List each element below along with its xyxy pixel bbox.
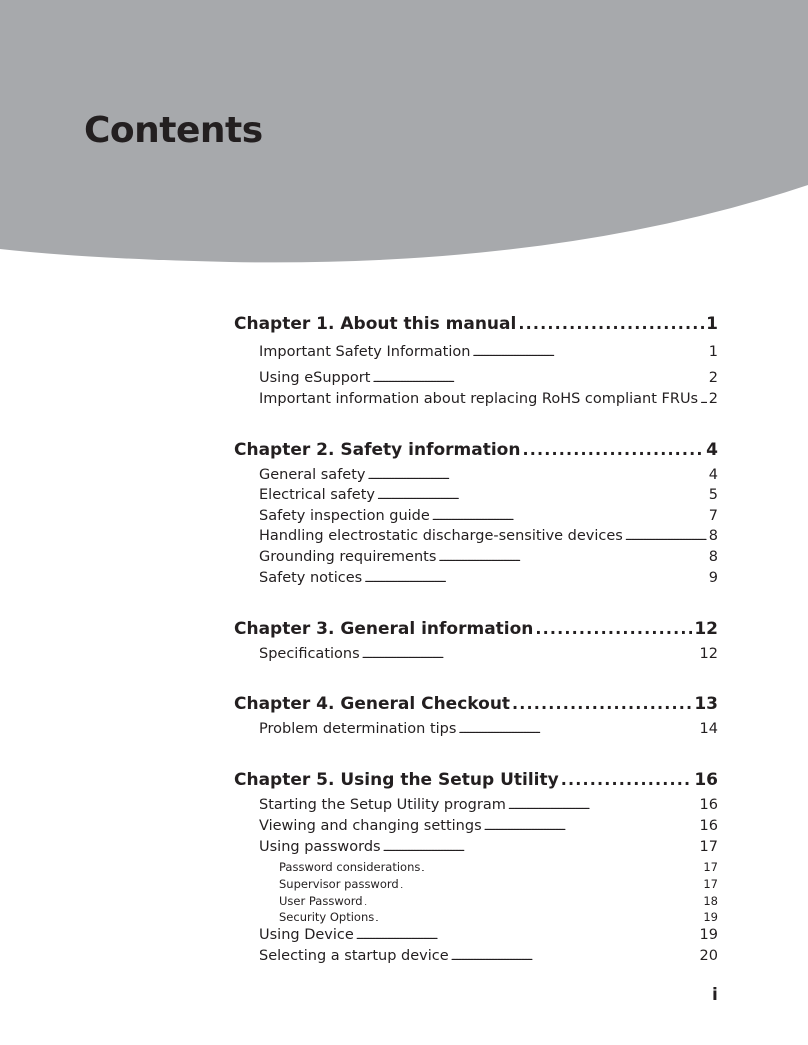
toc-leader-dots: [376, 915, 701, 923]
toc-entry-title: Safety inspection guide: [259, 508, 430, 524]
toc-entry-title: User Password: [279, 894, 363, 908]
toc-entry-page: 8: [708, 549, 718, 565]
toc-leader-dots: [518, 314, 704, 333]
toc-entry-page: 4: [708, 467, 718, 483]
toc-section-entry[interactable]: [259, 948, 718, 964]
toc-entry-title: Using eSupport: [259, 370, 371, 386]
toc-entry-title: Important Safety Information: [259, 344, 471, 360]
toc-entry-page: 1: [706, 314, 718, 334]
toc-section-entry[interactable]: [259, 344, 718, 360]
toc-leader-dots: [522, 440, 704, 459]
toc-entry-page: 18: [703, 894, 718, 908]
toc-chapter-entry[interactable]: [234, 619, 718, 639]
toc-section-entry[interactable]: [259, 721, 718, 737]
toc-entry-title: General safety: [259, 467, 366, 483]
toc-section-entry[interactable]: [259, 839, 718, 855]
toc-entry-page: 12: [699, 646, 718, 662]
toc-entry-page: 9: [708, 570, 718, 586]
toc-leader-dots: [508, 802, 698, 812]
toc-entry-title: Handling electrostatic discharge-sensitive devices: [259, 528, 623, 544]
toc-leader-dots: [422, 865, 701, 873]
toc-leader-dots: [625, 533, 707, 543]
toc-section-entry[interactable]: [259, 508, 718, 524]
toc-subsection-entry[interactable]: [279, 910, 718, 924]
toc-entry-title: Supervisor password: [279, 877, 399, 891]
toc-section-entry[interactable]: [259, 487, 718, 503]
toc-entry-title: Viewing and changing settings: [259, 818, 482, 834]
toc-entry-page: 16: [699, 797, 718, 813]
toc-entry-page: 20: [699, 948, 718, 964]
toc-section-entry[interactable]: [259, 818, 718, 834]
toc-subsection-entry[interactable]: [279, 894, 718, 908]
toc-subsection-entry[interactable]: [279, 860, 718, 874]
toc-section-entry[interactable]: [259, 391, 718, 407]
toc-entry-title: Chapter 1. About this manual: [234, 314, 517, 334]
toc-chapter-entry[interactable]: [234, 440, 718, 460]
toc-section-entry[interactable]: [259, 528, 718, 544]
page-number: i: [712, 985, 718, 1005]
toc-leader-dots: [365, 899, 702, 907]
toc-entry-title: Using passwords: [259, 839, 381, 855]
toc-entry-page: 19: [699, 927, 718, 943]
toc-chapter-entry[interactable]: [234, 314, 718, 334]
toc-entry-title: Starting the Setup Utility program: [259, 797, 506, 813]
toc-leader-dots: [700, 396, 707, 406]
toc-leader-dots: [401, 882, 702, 890]
toc-leader-dots: [472, 349, 706, 359]
toc-leader-dots: [362, 651, 698, 661]
toc-section-entry[interactable]: [259, 570, 718, 586]
toc-leader-dots: [432, 513, 707, 523]
toc-section-entry[interactable]: [259, 549, 718, 565]
toc-entry-page: 8: [708, 528, 718, 544]
toc-entry-page: 1: [708, 344, 718, 360]
toc-leader-dots: [512, 694, 692, 713]
toc-leader-dots: [372, 375, 706, 385]
toc-entry-title: Grounding requirements: [259, 549, 437, 565]
toc-entry-page: 2: [708, 370, 718, 386]
toc-entry-title: Using Device: [259, 927, 354, 943]
toc-chapter-entry[interactable]: [234, 694, 718, 714]
toc-entry-title: Problem determination tips: [259, 721, 457, 737]
toc-entry-title: Important information about replacing RoHS compliant FRUs: [259, 391, 699, 407]
toc-entry-page: 12: [694, 619, 718, 639]
toc-leader-dots: [458, 726, 697, 736]
toc-leader-dots: [367, 472, 706, 482]
toc-entry-page: 19: [703, 910, 718, 924]
toc-entry-page: 14: [699, 721, 718, 737]
toc-section-entry[interactable]: [259, 467, 718, 483]
toc-entry-page: 16: [699, 818, 718, 834]
toc-entry-title: Security Options: [279, 910, 375, 924]
toc-leader-dots: [484, 823, 698, 833]
toc-entry-title: Safety notices: [259, 570, 363, 586]
toc-entry-title: Chapter 5. Using the Setup Utility: [234, 770, 559, 790]
toc-leader-dots: [383, 844, 698, 854]
toc-entry-page: 17: [699, 839, 718, 855]
toc-entry-title: Chapter 3. General information: [234, 619, 534, 639]
toc-section-entry[interactable]: [259, 927, 718, 943]
toc-entry-page: 4: [706, 440, 718, 460]
toc-entry-page: 2: [708, 391, 718, 407]
toc-entry-page: 13: [694, 694, 718, 714]
toc-subsection-entry[interactable]: [279, 877, 718, 891]
toc-entry-title: Chapter 4. General Checkout: [234, 694, 511, 714]
toc-leader-dots: [535, 619, 692, 638]
toc-section-entry[interactable]: [259, 370, 718, 386]
toc-entry-page: 5: [708, 487, 718, 503]
toc-chapter-entry[interactable]: [234, 770, 718, 790]
toc-entry-title: Selecting a startup device: [259, 948, 449, 964]
toc-leader-dots: [364, 575, 707, 585]
toc-section-entry[interactable]: [259, 646, 718, 662]
toc-entry-title: Chapter 2. Safety information: [234, 440, 521, 460]
page-title: Contents: [84, 110, 263, 151]
toc-leader-dots: [561, 770, 693, 789]
toc-leader-dots: [377, 492, 707, 502]
toc-entry-title: Specifications: [259, 646, 360, 662]
toc-entry-page: 17: [703, 860, 718, 874]
toc-entry-title: Electrical safety: [259, 487, 375, 503]
toc-section-entry[interactable]: [259, 797, 718, 813]
toc-entry-page: 7: [708, 508, 718, 524]
toc-leader-dots: [451, 953, 698, 963]
toc-leader-dots: [438, 554, 706, 564]
toc-entry-page: 17: [703, 877, 718, 891]
toc-entry-title: Password considerations: [279, 860, 421, 874]
toc-entry-page: 16: [694, 770, 718, 790]
toc-leader-dots: [356, 932, 698, 942]
